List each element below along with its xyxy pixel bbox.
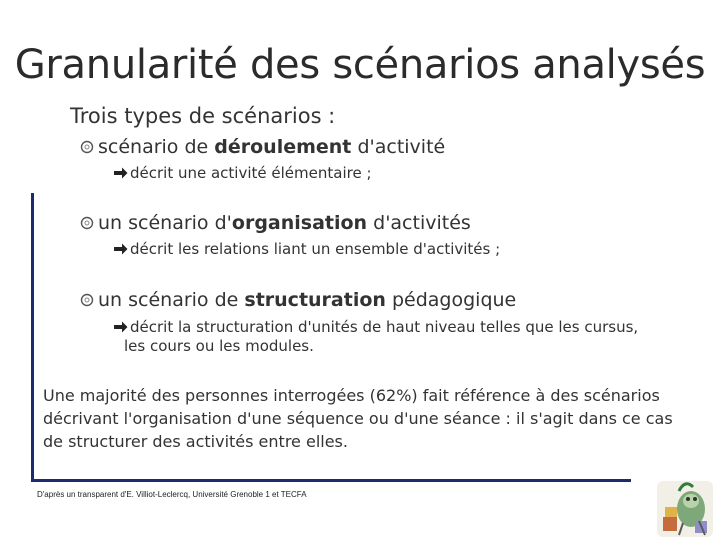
ring-bullet-icon [78,138,96,156]
conclusion-paragraph [43,384,683,453]
sub-item [114,164,372,183]
right-arrow-icon [114,243,128,255]
right-arrow-icon [114,167,128,179]
slide-title: Granularité des scénarios analysés [14,42,706,88]
frame-left-border [31,193,34,482]
sub-item-text: décrit la structuration d'unités de haut niveau telles que les cursus, [130,318,639,336]
ring-bullet-icon [78,214,96,232]
item-keyword: organisation [231,212,368,234]
intro-text: Trois types de scénarios : [70,104,336,128]
conclusion-line: décrivant l'organisation d'une séquence ou d'une séance : il s'agit dans ce cas [43,409,673,428]
item-suffix: pédagogique [385,289,517,311]
sub-item [114,240,500,259]
item-keyword: structuration [244,289,386,311]
item-suffix: d'activités [367,212,471,234]
item-prefix: un scénario d' [98,212,232,234]
credit-text: D'après un transparent d'E. Villiot-Leclercq, Université Grenoble 1 et TECFA [37,490,307,499]
ring-bullet-icon [78,291,96,309]
list-item [78,212,471,234]
frame-bottom-border [31,479,631,482]
sub-item-text: décrit les relations liant un ensemble d'activités ; [130,240,501,258]
list-item [78,289,516,311]
item-prefix: scénario de [98,136,215,158]
item-keyword: déroulement [214,136,352,158]
list-item [78,136,445,158]
item-prefix: un scénario de [98,289,245,311]
item-suffix: d'activité [351,136,446,158]
conclusion-line: Une majorité des personnes interrogées (62%) fait référence à des scénarios [43,386,660,405]
sub-item-text-continued: les cours ou les modules. [124,337,314,355]
mascot-logo [655,477,715,539]
conclusion-line: de structurer des activités entre elles. [43,432,348,451]
right-arrow-icon [114,321,128,333]
sub-item-text: décrit une activité élémentaire ; [130,164,372,182]
sub-item [114,318,638,356]
